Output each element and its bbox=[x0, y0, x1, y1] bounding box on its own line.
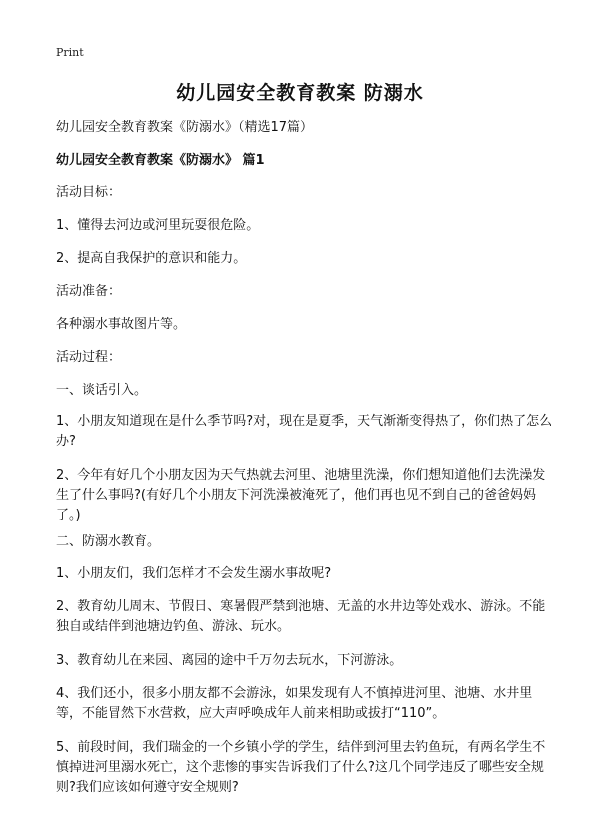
paragraph-goal-1: 1、懂得去河边或河里玩耍很危险。 bbox=[56, 218, 260, 233]
paragraph-question-1: 1、小朋友知道现在是什么季节吗?对，现在是夏季，天气渐渐变得热了，你们热了怎么办? bbox=[56, 414, 553, 449]
paragraph-prep-heading: 活动准备： bbox=[56, 284, 122, 299]
paragraph-education-1: 1、小朋友们，我们怎样才不会发生溺水事故呢? bbox=[56, 566, 332, 581]
print-label[interactable]: Print bbox=[56, 46, 84, 59]
paragraph-process-heading: 活动过程： bbox=[56, 350, 122, 365]
section-heading: 幼儿园安全教育教案《防溺水》 篇1 bbox=[56, 153, 265, 168]
paragraph-education-5: 5、前段时间，我们瑞金的一个乡镇小学的学生，结伴到河里去钓鱼玩，有两名学生不慎掉进河里溺水死亡，这个悲惨的事实告诉我们了什么?这几个同学违反了哪些安全规则?我们应该如何遵守安全规则? bbox=[56, 740, 546, 795]
paragraph-prep-body: 各种溺水事故图片等。 bbox=[56, 317, 187, 332]
document-title: 幼儿园安全教育教案 防溺水 bbox=[176, 82, 424, 104]
paragraph-goals-heading: 活动目标： bbox=[56, 185, 122, 200]
paragraph-education-4: 4、我们还小，很多小朋友都不会游泳，如果发现有人不慎掉进河里、池塘、水井里等，不能冒然下水营救，应大声呼唤成年人前来相助或拔打“110”。 bbox=[56, 686, 533, 721]
paragraph-goal-2: 2、提高自我保护的意识和能力。 bbox=[56, 251, 247, 266]
paragraph-education-2: 2、教育幼儿周末、节假日、寒暑假严禁到池塘、无盖的水井边等处戏水、游泳。不能独自或结伴到池塘边钓鱼、游泳、玩水。 bbox=[56, 599, 546, 634]
paragraph-part-one: 一、谈话引入。 bbox=[56, 383, 148, 398]
paragraph-part-two: 二、防溺水教育。 bbox=[56, 534, 161, 549]
document-subtitle: 幼儿园安全教育教案《防溺水》（精选17篇） bbox=[56, 120, 314, 135]
paragraph-education-3: 3、教育幼儿在来园、离园的途中千万勿去玩水，下河游泳。 bbox=[56, 653, 403, 668]
paragraph-question-2: 2、今年有好几个小朋友因为天气热就去河里、池塘里洗澡，你们想知道他们去洗澡发生了什么事吗?(有好几个小朋友下河洗澡被淹死了，他们再也见不到自己的爸爸妈妈了。) bbox=[56, 468, 546, 523]
